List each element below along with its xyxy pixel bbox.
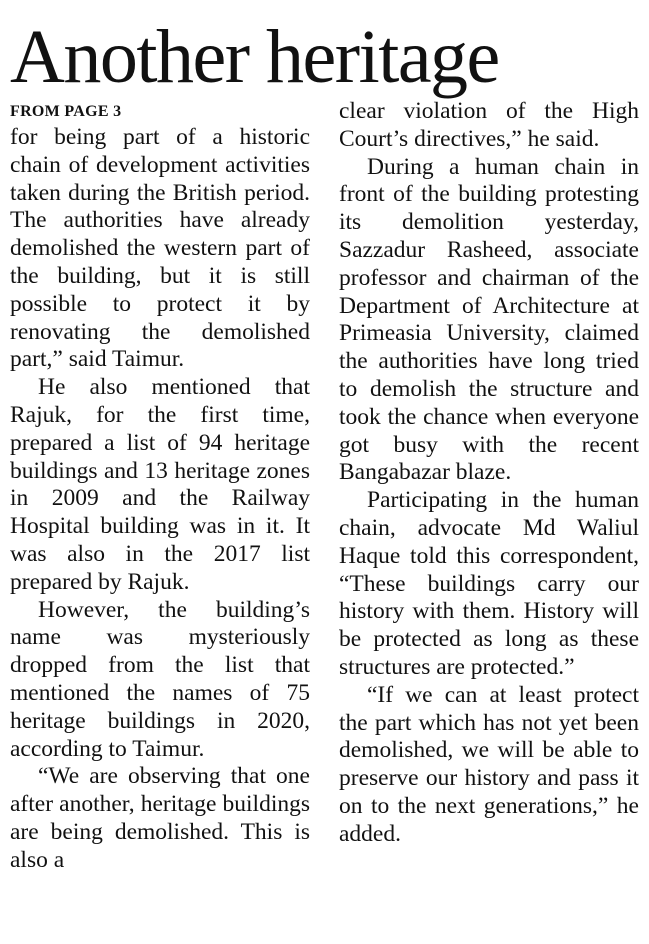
article-column-right	[339, 98, 639, 849]
paragraph: for being part of a historic chain of development activities taken during the British period. The authorities have already demolished the western part of the building, but it is still possible to protect it by renovating the demolished part,” said Taimur.	[10, 124, 310, 373]
paragraph: “If we can at least protect the part which has not yet been demolished, we will be able to preserve our history and pass it on to the next generations,” he added.	[339, 681, 639, 847]
paragraph: He also mentioned that Rajuk, for the first time, prepared a list of 94 heritage buildings and 13 heritage zones in 2009 and the Railway Hospital building was in it. It was also in the 2017 list prepared by Rajuk.	[10, 374, 310, 595]
paragraph: Participating in the human chain, advocate Md Waliul Haque told this correspondent, “These buildings carry our history with them. History will be protected as long as these structures are protected.”	[339, 487, 639, 680]
paragraph: clear violation of the High Court’s directives,” he said.	[339, 98, 639, 152]
headline: Another heritage	[10, 15, 499, 99]
paragraph: However, the building’s name was mysteriously dropped from the list that mentioned the names of 75 heritage buildings in 2020, according to Taimur.	[10, 596, 310, 762]
paragraph: “We are observing that one after another, heritage buildings are being demolished. This is also a	[10, 763, 310, 873]
jump-label: FROM PAGE 3	[10, 103, 122, 120]
paragraph: During a human chain in front of the building protesting its demolition yesterday, Sazzadur Rasheed, associate professor and chairman of the Department of Architecture at Primeasia University, claimed the authorities have long tried to demolish the structure and took the chance when everyone got busy with the recent Bangabazar blaze.	[339, 153, 639, 486]
article-column-left	[10, 98, 310, 875]
